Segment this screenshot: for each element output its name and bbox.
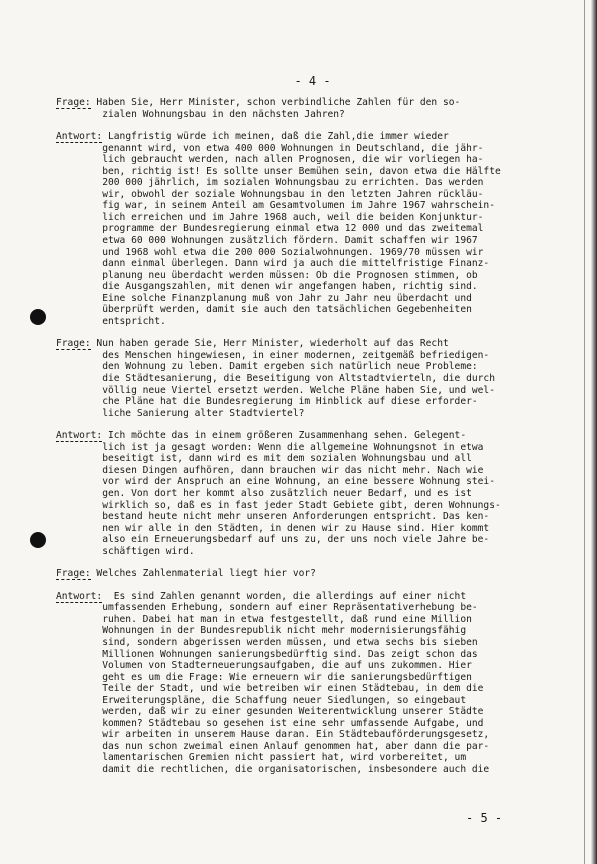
text-line	[56, 500, 560, 512]
line-text: lamentarischen Gremien nicht passiert hat, wird vorbereitet, um	[56, 752, 467, 764]
speaker-label: Antwort:	[56, 131, 103, 143]
text-line	[56, 729, 560, 741]
line-text: genannt wird, von etwa 400 000 Wohnungen in Deutschland, die jähr-	[56, 142, 484, 154]
line-text: wirklich so, daß es in fast jeder Stadt Gebiete gibt, deren Wohnungs-	[56, 499, 501, 511]
speaker-label: Frage:	[56, 568, 91, 580]
line-text: Welches Zahlenmaterial liegt hier vor?	[90, 568, 316, 580]
text-line	[56, 625, 560, 637]
line-text: Millionen Wohnungen sanierungsbedürftig sind. Das zeigt schon das	[56, 648, 478, 660]
text-line	[56, 430, 560, 442]
speaker-label: Antwort:	[56, 430, 103, 442]
text-line	[56, 614, 560, 626]
text-line	[56, 465, 560, 477]
text-line	[56, 741, 560, 753]
text-line	[56, 109, 560, 121]
document-body	[56, 97, 560, 787]
text-line	[56, 637, 560, 649]
page-number-bottom: - 5 -	[466, 811, 503, 825]
line-text: fig war, in seinem Anteil am Gesamtvolumen im Jahre 1967 wahrschein-	[56, 200, 495, 212]
text-line	[56, 523, 560, 535]
text-line	[56, 223, 560, 235]
interview-block	[56, 338, 560, 419]
line-text: die Städtesanierung, die Beseitigung von Altstadtvierteln, die durch	[56, 373, 495, 385]
text-line	[56, 316, 560, 328]
line-text: nen wir alle in den Städten, in denen wir zu Hause sind. Hier kommt	[56, 522, 490, 534]
text-line	[56, 752, 560, 764]
line-text: wir arbeiten in unserem Hause daran. Ein Städtebauförderungsgesetz,	[56, 729, 490, 741]
text-line	[56, 154, 560, 166]
text-line	[56, 718, 560, 730]
interview-block	[56, 131, 560, 327]
text-line	[56, 385, 560, 397]
text-line	[56, 442, 560, 454]
line-text: lich ist ja gesagt worden: Wenn die allgemeine Wohnungsnot in etwa	[56, 441, 484, 453]
line-text: Eine solche Finanzplanung muß von Jahr zu Jahr neu überdacht und	[56, 292, 472, 304]
interview-block	[56, 591, 560, 776]
text-line	[56, 602, 560, 614]
text-line	[56, 511, 560, 523]
line-text: Wohnungen in der Bundesrepublik nicht mehr modernisierungsfähig	[56, 625, 467, 637]
line-text: das nun schon zweimal einen Anlauf genommen hat, aber dann die par-	[56, 740, 490, 752]
page-edge-shadow	[591, 0, 597, 864]
line-text: ruhen. Dabei hat man in etwa festgestellt, daß rund eine Million	[56, 613, 472, 625]
line-text: wir, obwohl der soziale Wohnungsbau in den letzten Jahren rückläu-	[56, 188, 484, 200]
text-line	[56, 166, 560, 178]
line-text: diesen Dingen aufhören, dann brauchen wir das nicht mehr. Nach wie	[56, 464, 484, 476]
line-text: völlig neue Viertel ersetzt werden. Welche Pläne haben Sie, und wel-	[56, 384, 495, 396]
line-text: Teile der Stadt, und wie betreiben wir einen Städtebau, in dem die	[56, 683, 484, 695]
text-line	[56, 476, 560, 488]
line-text: Es sind Zahlen genannt worden, die allerdings auf einer nicht	[102, 590, 467, 602]
line-text: Haben Sie, Herr Minister, schon verbindliche Zahlen für den so-	[90, 97, 461, 108]
line-text: also ein Erneuerungsbedarf auf uns zu, der uns noch viele Jahre be-	[56, 534, 490, 546]
text-line	[56, 212, 560, 224]
text-line	[56, 672, 560, 684]
text-line	[56, 200, 560, 212]
text-line	[56, 258, 560, 270]
line-text: sind, sondern abgerissen werden müssen, und etwa sechs bis sieben	[56, 636, 478, 648]
line-text: Volumen von Stadterneuerungsaufgaben, die auf uns zukommen. Hier	[56, 660, 472, 672]
text-line	[56, 649, 560, 661]
line-text: lich erreichen und im Jahre 1968 auch, weil die beiden Konjunktur-	[56, 211, 484, 223]
line-text: dann einmal überlegen. Dann wird ja auch die mittelfristige Finanz-	[56, 258, 490, 270]
text-line	[56, 764, 560, 776]
text-line	[56, 396, 560, 408]
line-text: Ich möchte das in einem größeren Zusammenhang sehen. Gelegent-	[102, 430, 467, 442]
text-line	[56, 534, 560, 546]
line-text: des Menschen hingewiesen, in einer modernen, zeitgemäß befriedigen-	[56, 349, 490, 361]
line-text: damit die rechtlichen, die organisatorischen, insbesondere auch die	[56, 763, 490, 775]
line-text: schäftigen wird.	[56, 545, 195, 557]
line-text: umfassenden Erhebung, sondern auf einer Repräsentativerhebung be-	[56, 602, 478, 614]
text-line	[56, 683, 560, 695]
line-text: Langfristig würde ich meinen, daß die Zahl,die immer wieder	[102, 131, 449, 143]
text-line	[56, 270, 560, 282]
interview-block	[56, 430, 560, 557]
line-text: zialen Wohnungsbau in den nächsten Jahren?	[56, 108, 345, 120]
text-line	[56, 350, 560, 362]
line-text: und 1968 wohl etwa die 200 000 Sozialwohnungen. 1969/70 müssen wir	[56, 246, 484, 258]
text-line	[56, 706, 560, 718]
line-text: 200 000 jährlich, im sozialen Wohnungsbau zu errichten. Das werden	[56, 177, 484, 189]
line-text: liche Sanierung alter Stadtviertel?	[56, 407, 305, 419]
line-text: planung neu überdacht werden müssen: Ob die Prognosen stimmen, ob	[56, 269, 478, 281]
speaker-label: Antwort:	[56, 590, 103, 602]
line-text: Nun haben gerade Sie, Herr Minister, wiederholt auf das Recht	[90, 338, 449, 350]
line-text: entspricht.	[56, 315, 166, 327]
text-line	[56, 453, 560, 465]
line-text: bestand heute nicht mehr unseren Anforderungen entspricht. Das ken-	[56, 511, 490, 523]
text-line	[56, 143, 560, 155]
text-line	[56, 660, 560, 672]
line-text: etwa 60 000 Wohnungen zusätzlich fördern. Damit schaffen wir 1967	[56, 235, 478, 247]
text-line	[56, 361, 560, 373]
text-line	[56, 338, 560, 350]
speaker-label: Frage:	[56, 338, 91, 350]
text-line	[56, 235, 560, 247]
line-text: beseitigt ist, dann wird es mit dem sozialen Wohnungsbau und all	[56, 453, 472, 465]
text-line	[56, 591, 560, 603]
line-text: programme der Bundesregierung einmal etwa 12 000 und das zweitemal	[56, 223, 484, 235]
text-line	[56, 189, 560, 201]
text-line	[56, 293, 560, 305]
line-text: geht es um die Frage: Wie erneuern wir die sanierungsbedürftigen	[56, 671, 472, 683]
text-line	[56, 546, 560, 558]
line-text: werden, daß wir zu einer gesunden Weiterentwicklung unserer Städte	[56, 706, 484, 718]
line-text: vor wird der Anspruch an eine Wohnung, an eine bessere Wohnung stei-	[56, 476, 495, 488]
speaker-label: Frage:	[56, 97, 91, 108]
punch-hole-upper	[30, 309, 46, 325]
text-line	[56, 131, 560, 143]
line-text: Erweiterungspläne, die Schaffung neuer Siedlungen, so eingebaut	[56, 694, 467, 706]
interview-block	[56, 97, 560, 120]
text-line	[56, 488, 560, 500]
line-text: die Ausgangszahlen, mit denen wir angefangen haben, richtig sind.	[56, 281, 478, 293]
line-text: che Pläne hat die Bundesregierung im Hinblick auf diese erforder-	[56, 396, 478, 408]
line-text: gen. Von dort her kommt also zusätzlich neuer Bedarf, und es ist	[56, 487, 472, 499]
text-line	[56, 408, 560, 420]
text-line	[56, 97, 560, 109]
line-text: den Wohnung zu leben. Damit ergeben sich natürlich neue Probleme:	[56, 361, 478, 373]
text-line	[56, 695, 560, 707]
text-line	[56, 247, 560, 259]
line-text: ben, richtig ist! Es sollte unser Bemühen sein, davon etwa die Hälfte	[56, 165, 501, 177]
punch-hole-lower	[30, 532, 46, 548]
line-text: lich gebraucht werden, nach allen Prognosen, die wir vorliegen ha-	[56, 154, 484, 166]
text-line	[56, 177, 560, 189]
text-line	[56, 568, 560, 580]
page-edge-line	[584, 0, 585, 864]
interview-block	[56, 568, 560, 580]
text-line	[56, 281, 560, 293]
line-text: überprüft werden, damit sie auch den tatsächlichen Gegebenheiten	[56, 304, 472, 316]
text-line	[56, 373, 560, 385]
line-text: kommen? Städtebau so gesehen ist eine sehr umfassende Aufgabe, und	[56, 717, 484, 729]
text-line	[56, 304, 560, 316]
page-number-top: - 4 -	[294, 74, 331, 88]
